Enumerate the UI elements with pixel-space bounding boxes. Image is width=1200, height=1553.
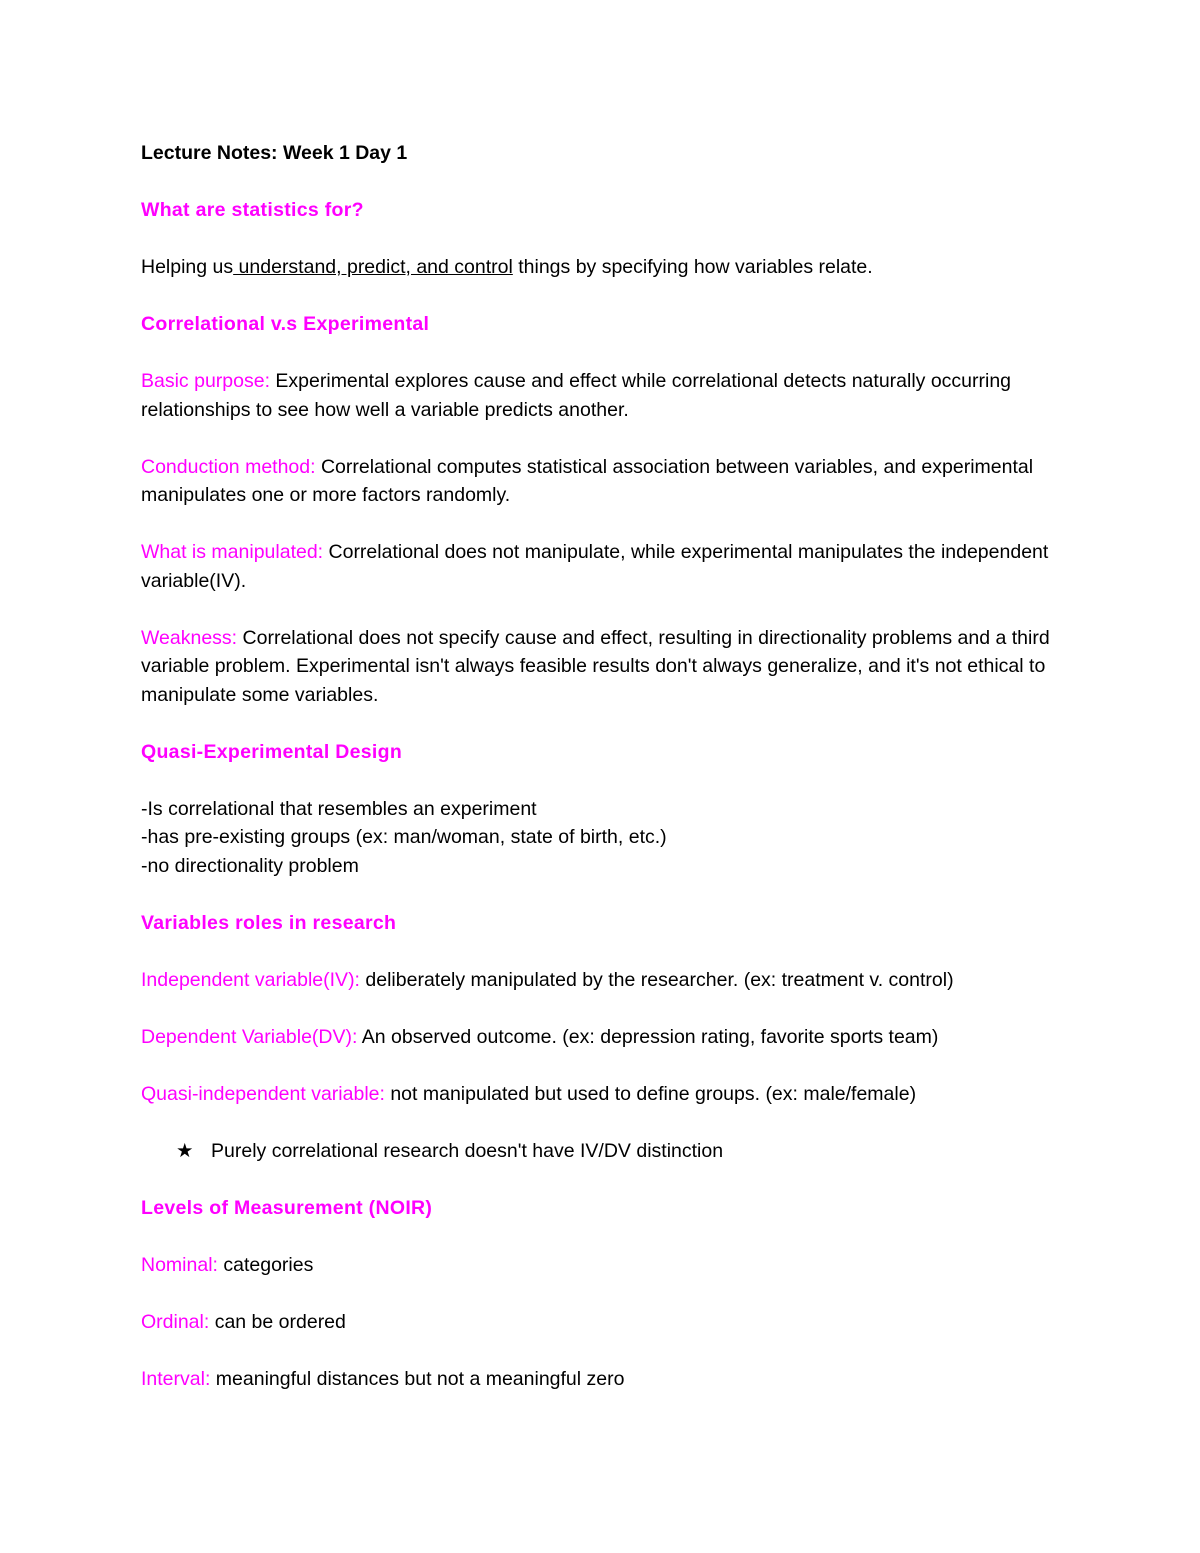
basic-purpose-paragraph	[141, 367, 1071, 424]
heading-correlational-vs-experimental: Correlational v.s Experimental	[141, 313, 430, 335]
what-is-manipulated-term: What is manipulated:	[141, 541, 324, 563]
dependent-variable-term: Dependent Variable(DV):	[141, 1025, 358, 1048]
statistics-purpose-text-end: things by specifying how variables relate.	[512, 256, 873, 278]
statistics-purpose-paragraph	[141, 253, 1071, 282]
page-title: Lecture Notes: Week 1 Day 1	[141, 142, 408, 164]
conduction-method-term: Conduction method:	[141, 455, 316, 478]
quasi-independent-variable-term: Quasi-independent variable:	[141, 1082, 385, 1105]
independent-variable-text: deliberately manipulated by the researcher. (ex: treatment v. control)	[359, 968, 954, 991]
weakness-text: Correlational does not specify cause and effect, resulting in directionality problems and a third variable problem. Experimental isn't always feasible results don't always generalize, and it's not ethical to manipulate some variables.	[141, 626, 1050, 706]
conduction-method-paragraph	[141, 453, 1071, 510]
basic-purpose-term: Basic purpose:	[141, 370, 270, 392]
heading-variables-roles: Variables roles in research	[141, 911, 397, 934]
ordinal-paragraph	[141, 1308, 1071, 1337]
statistics-purpose-underlined: understand, predict, and control	[233, 256, 513, 278]
heading-levels-of-measurement: Levels of Measurement (NOIR)	[141, 1196, 433, 1219]
weakness-paragraph	[141, 624, 1071, 710]
conduction-method-text: Correlational computes statistical association between variables, and experimental manipulates one or more factors randomly.	[141, 455, 1034, 506]
dependent-variable-paragraph	[141, 1023, 1071, 1052]
nominal-paragraph	[141, 1251, 1071, 1280]
document-content	[141, 139, 1071, 1393]
heading-quasi-experimental: Quasi-Experimental Design	[141, 740, 403, 763]
independent-variable-term: Independent variable(IV):	[141, 968, 360, 991]
ordinal-text: can be ordered	[209, 1310, 346, 1333]
nominal-text: categories	[217, 1253, 314, 1276]
interval-paragraph	[141, 1365, 1071, 1394]
independent-variable-paragraph	[141, 966, 1071, 995]
dependent-variable-text: An observed outcome. (ex: depression rating, favorite sports team)	[357, 1025, 939, 1048]
ordinal-term: Ordinal:	[141, 1310, 210, 1333]
quasi-independent-variable-text: not manipulated but used to define groups. (ex: male/female)	[384, 1082, 917, 1105]
statistics-purpose-text-start: Helping us	[141, 256, 234, 278]
heading-statistics-purpose: What are statistics for?	[141, 199, 364, 221]
nominal-term: Nominal:	[141, 1253, 218, 1276]
interval-term: Interval:	[141, 1367, 211, 1390]
bullet-text: Purely correlational research doesn't have IV/DV distinction	[211, 1139, 724, 1162]
interval-text: meaningful distances but not a meaningful zero	[210, 1367, 625, 1390]
what-is-manipulated-text: Correlational does not manipulate, while experimental manipulates the independent variable(IV).	[141, 541, 1049, 592]
quasi-line: -Is correlational that resembles an experiment	[141, 797, 537, 820]
weakness-term: Weakness:	[141, 626, 238, 649]
quasi-line: -has pre-existing groups (ex: man/woman, state of birth, etc.)	[141, 826, 667, 848]
quasi-line: -no directionality problem	[141, 854, 359, 877]
what-is-manipulated-paragraph	[141, 538, 1071, 595]
quasi-independent-variable-paragraph	[141, 1080, 1071, 1109]
basic-purpose-text: Experimental explores cause and effect while correlational detects naturally occurring relationships to see how well a variable predicts another.	[141, 370, 1012, 421]
list-item	[141, 1137, 1071, 1166]
star-bullet-icon: ★	[176, 1139, 194, 1162]
